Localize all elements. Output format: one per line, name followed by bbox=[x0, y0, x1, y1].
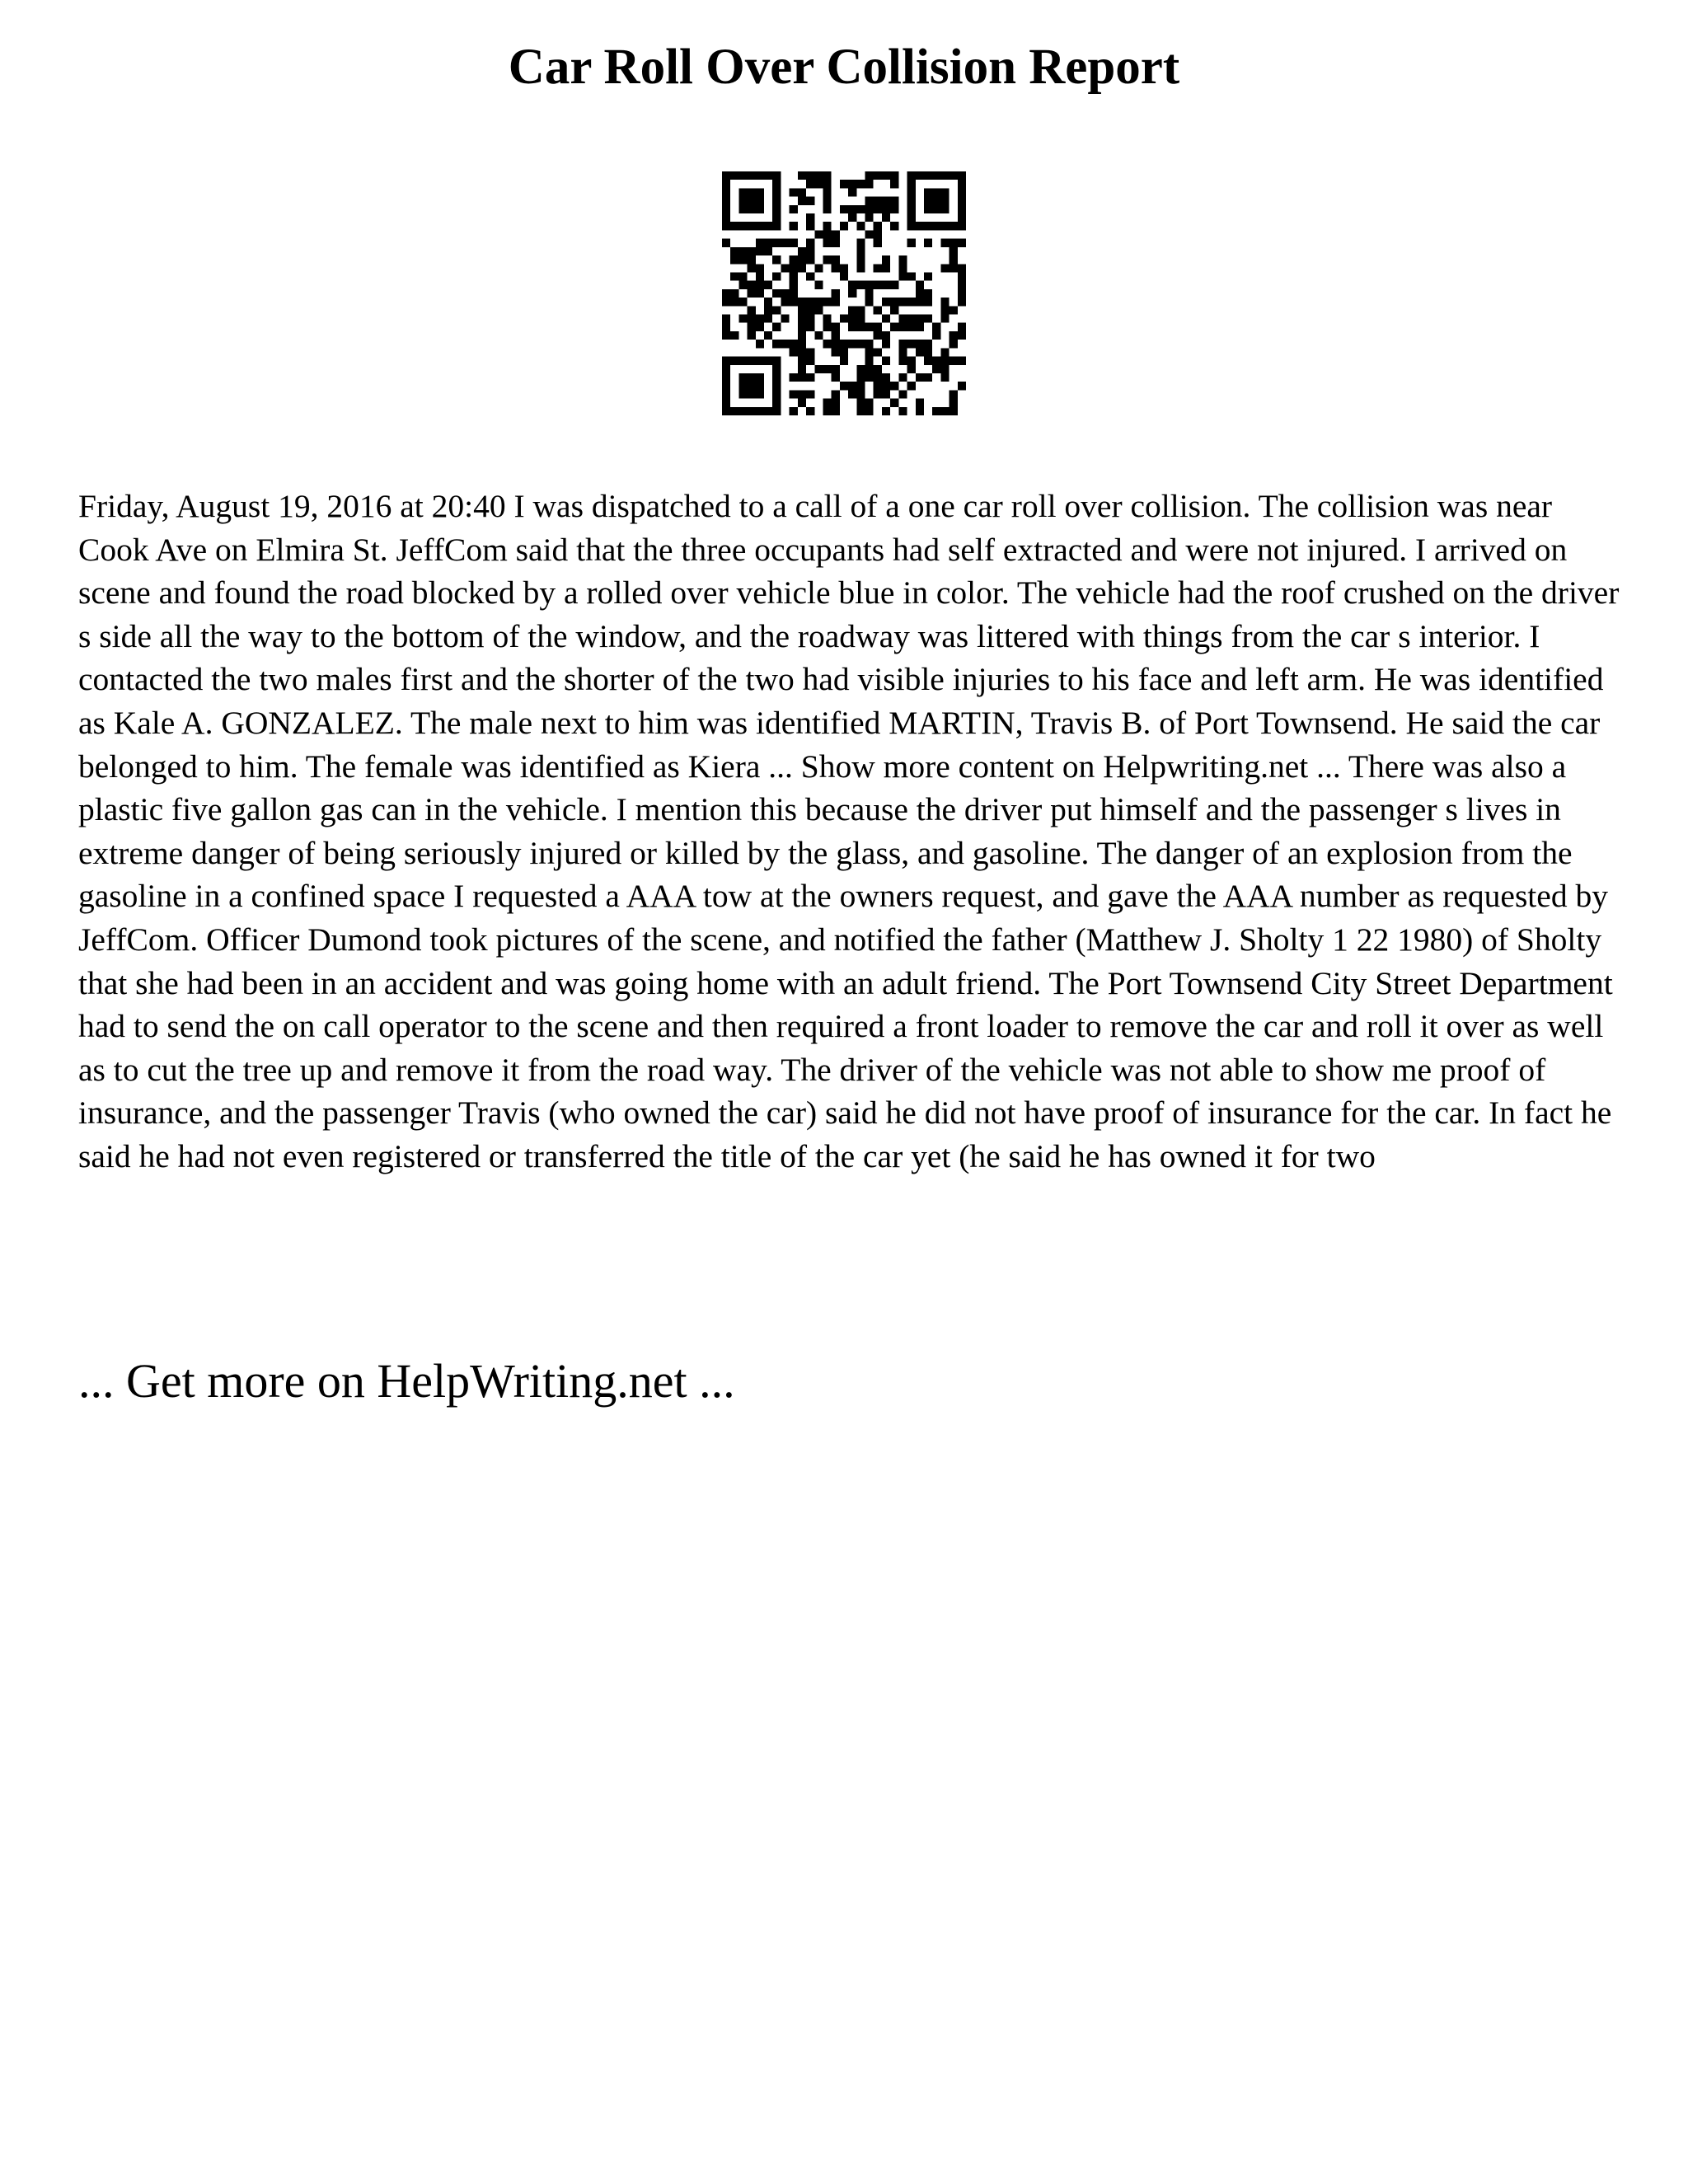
page-title: Car Roll Over Collision Report bbox=[508, 40, 1180, 95]
qr-code-icon bbox=[722, 171, 966, 415]
report-body-text: Friday, August 19, 2016 at 20:40 I was dispatched to a call of a one car roll over collision. The collision was near Cook Ave on Elmira St. JeffCom said that the three occupants had self extracted and were not injured. I arrived on scene and found the road blocked by a rolled over vehicle blue in color. The vehicle had the roof crushed on the driver s side all the way to the bottom of the window, and the roadway was littered with things from the car s interior. I contacted the two males first and the shorter of the two had visible injuries to his face and left arm. He was identified as Kale A. GONZALEZ. The male next to him was identified MARTIN, Travis B. of Port Townsend. He said the car belonged to him. The female was identified as Kiera ... Show more content on Helpwriting.net ... There was also a plastic five gallon gas can in the vehicle. I mention this because the driver put himself and the passenger s lives in extreme danger of being seriously injured or killed by the glass, and gasoline. The danger of an explosion from the gasoline in a confined space I requested a AAA tow at the owners request, and gave the AAA number as requested by JeffCom. Officer Dumond took pictures of the scene, and notified the father (Matthew J. Sholty 1 22 1980) of Sholty that she had been in an accident and was going home with an adult friend. The Port Townsend City Street Department had to send the on call operator to the scene and then required a front loader to remove the car and roll it over as well as to cut the tree up and remove it from the road way. The driver of the vehicle was not able to show me proof of insurance, and the passenger Travis (who owned the car) said he did not have proof of insurance for the car. In fact he said he had not even registered or transferred the title of the car yet (he said he has owned it for two bbox=[78, 488, 1620, 1174]
get-more-link[interactable]: ... Get more on HelpWriting.net ... bbox=[78, 1354, 735, 1408]
